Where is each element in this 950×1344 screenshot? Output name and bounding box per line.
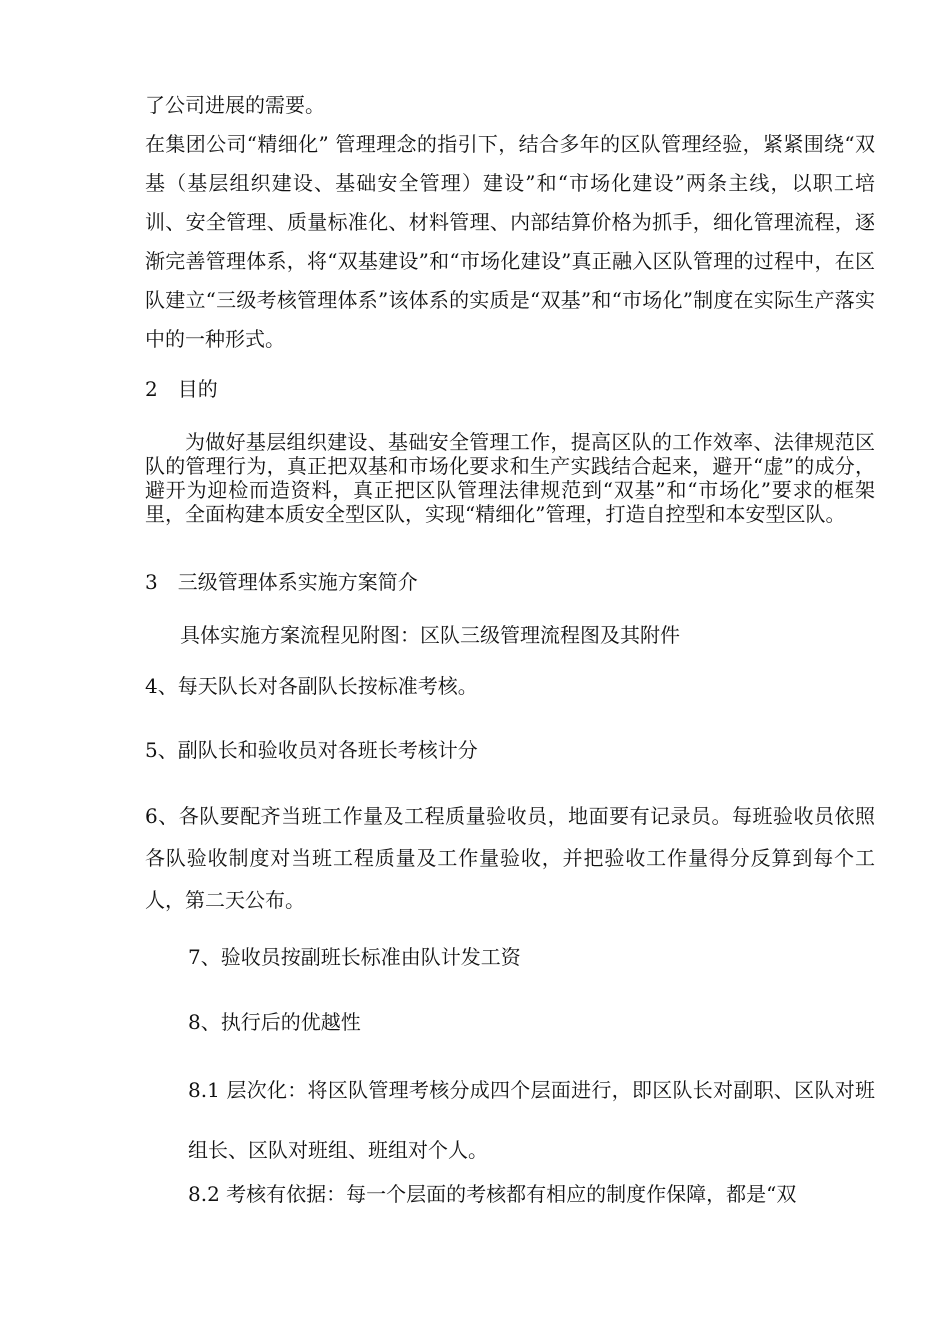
list-item-5: 5、副队长和验收员对各班长考核计分 (145, 738, 478, 762)
list-item-6: 6、各队要配齐当班工作量及工程质量验收员，地面要有记录员。每班验收员依照各队验收制度对当班工程质量及工作量验收，并把验收工作量得分反算到每个工人，第二天公布。 (145, 804, 875, 912)
subitem-8-2: 8.2 考核有依据：每一个层面的考核都有相应的制度作保障，都是“双 (188, 1182, 797, 1206)
paragraph-flowchart-note: 具体实施方案流程见附图：区队三级管理流程图及其附件 (180, 623, 680, 647)
subitem-8-1: 8.1 层次化：将区队管理考核分成四个层面进行，即区队长对副职、区队对班组长、区队对班组、班组对个人。 (188, 1078, 875, 1162)
paragraph-continuation: 了公司进展的需要。 (145, 93, 325, 117)
heading-implementation: 3 三级管理体系实施方案简介 (145, 570, 418, 594)
list-item-7: 7、验收员按副班长标准由队计发工资 (188, 945, 521, 969)
heading-purpose: 2 目的 (145, 377, 218, 401)
list-item-4: 4、每天队长对各副队长按标准考核。 (145, 674, 478, 698)
paragraph-purpose: 为做好基层组织建设、基础安全管理工作，提高区队的工作效率、法律规范区队的管理行为，真正把双基和市场化要求和生产实践结合起来，避开“虚”的成分，避开为迎检而造资料，真正把区队管理法律规范到“双基”和“市场化”要求的框架里，全面构建本质安全型区队，实现“精细化”管理，打造自控型和本安型区队。 (145, 430, 875, 526)
list-item-8: 8、执行后的优越性 (188, 1010, 361, 1034)
paragraph-intro: 在集团公司“精细化” 管理理念的指引下，结合多年的区队管理经验，紧紧围绕“双基（基层组织建设、基础安全管理）建设”和“市场化建设”两条主线，以职工培训、安全管理、质量标准化、材料管理、内部结算价格为抓手，细化管理流程，逐渐完善管理体系，将“双基建设”和“市场化建设”真正融入区队管理的过程中，在区队建立“三级考核管理体系”该体系的实质是“双基”和“市场化”制度在实际生产落实中的一种形式。 (145, 132, 875, 351)
